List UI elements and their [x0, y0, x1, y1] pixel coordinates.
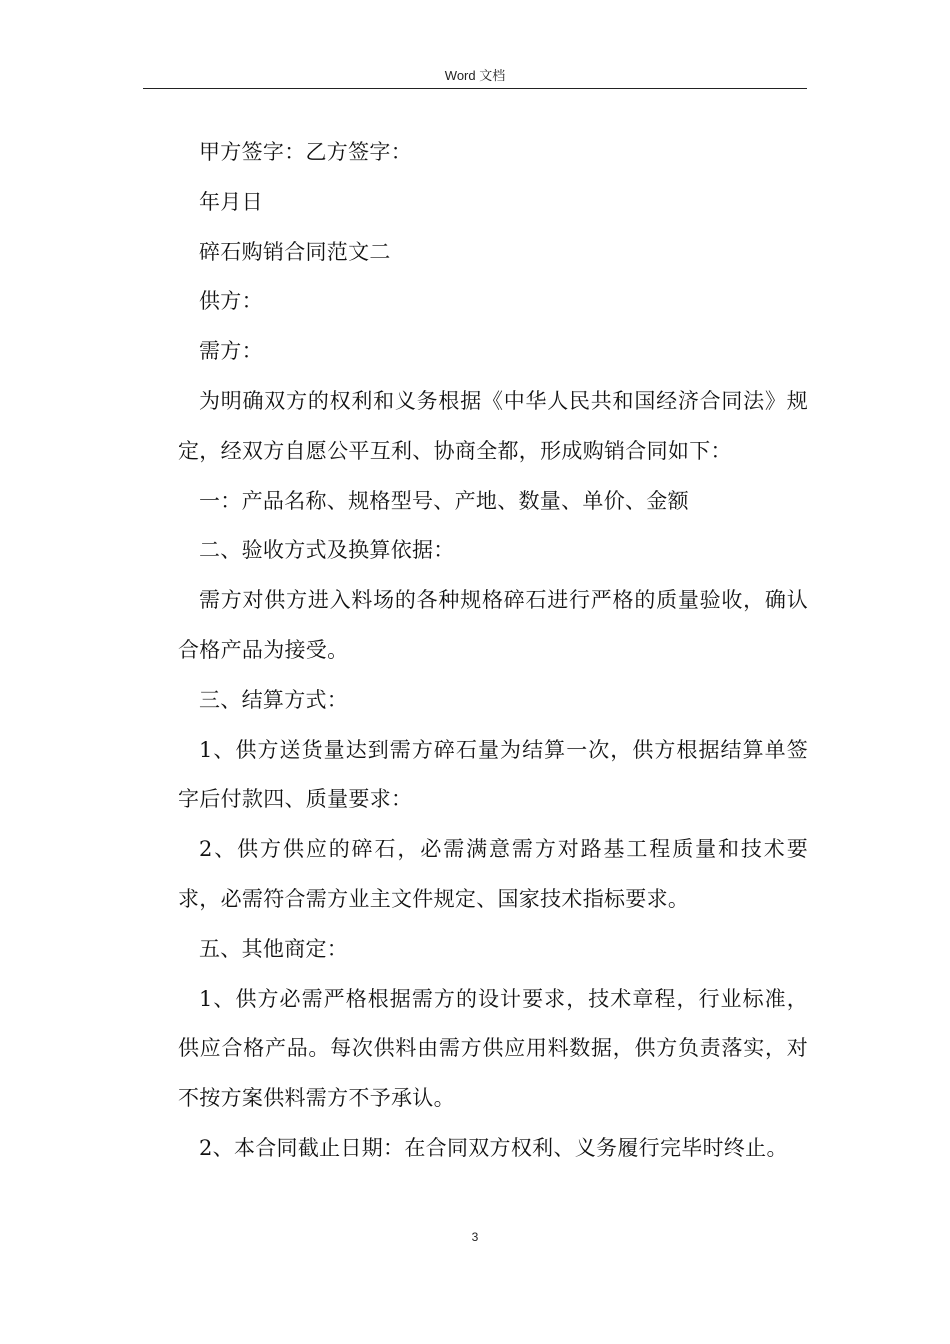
section-title: 碎石购销合同范文二: [199, 239, 391, 264]
signature-line: 甲方签字：乙方签字：: [199, 140, 412, 164]
clause-2-heading: 二、验收方式及换算依据：: [199, 538, 455, 563]
buyer-line: 需方：: [199, 339, 263, 364]
date-line: 年月日: [199, 189, 263, 214]
page-number: 3: [471, 1230, 479, 1244]
clause-5-heading: 五、其他商定：: [199, 936, 349, 961]
clause-2-body: 需方对供方进入料场的各种规格碎石进行严格的质量验收，确认合格产品为接受。: [178, 588, 808, 662]
clause-3-heading: 三、结算方式：: [199, 687, 349, 712]
supplier-line: 供方：: [199, 289, 263, 314]
clause-1: 一：产品名称、规格型号、产地、数量、单价、金额: [199, 488, 689, 513]
page-header: Word 文档: [444, 68, 506, 83]
clause-5-item-1: 1、供方必需严格根据需方的设计要求，技术章程，行业标准，供应合格产品。每次供料由需方供应用料数据，供方负责落实，对不按方案供料需方不予承认。: [178, 986, 808, 1111]
document-body: [178, 128, 808, 1174]
clause-4-item-2: 2、供方供应的碎石，必需满意需方对路基工程质量和技术要求，必需符合需方业主文件规定、国家技术指标要求。: [178, 837, 808, 911]
clause-3-item-1: 1、供方送货量达到需方碎石量为结算一次，供方根据结算单签字后付款四、质量要求：: [178, 737, 808, 812]
header-divider: [143, 88, 807, 89]
intro-paragraph: 为明确双方的权利和义务根据《中华人民共和国经济合同法》规定，经双方自愿公平互利、协商全都，形成购销合同如下：: [178, 388, 808, 463]
clause-5-item-2: 2、本合同截止日期：在合同双方权利、义务履行完毕时终止。: [199, 1135, 788, 1160]
